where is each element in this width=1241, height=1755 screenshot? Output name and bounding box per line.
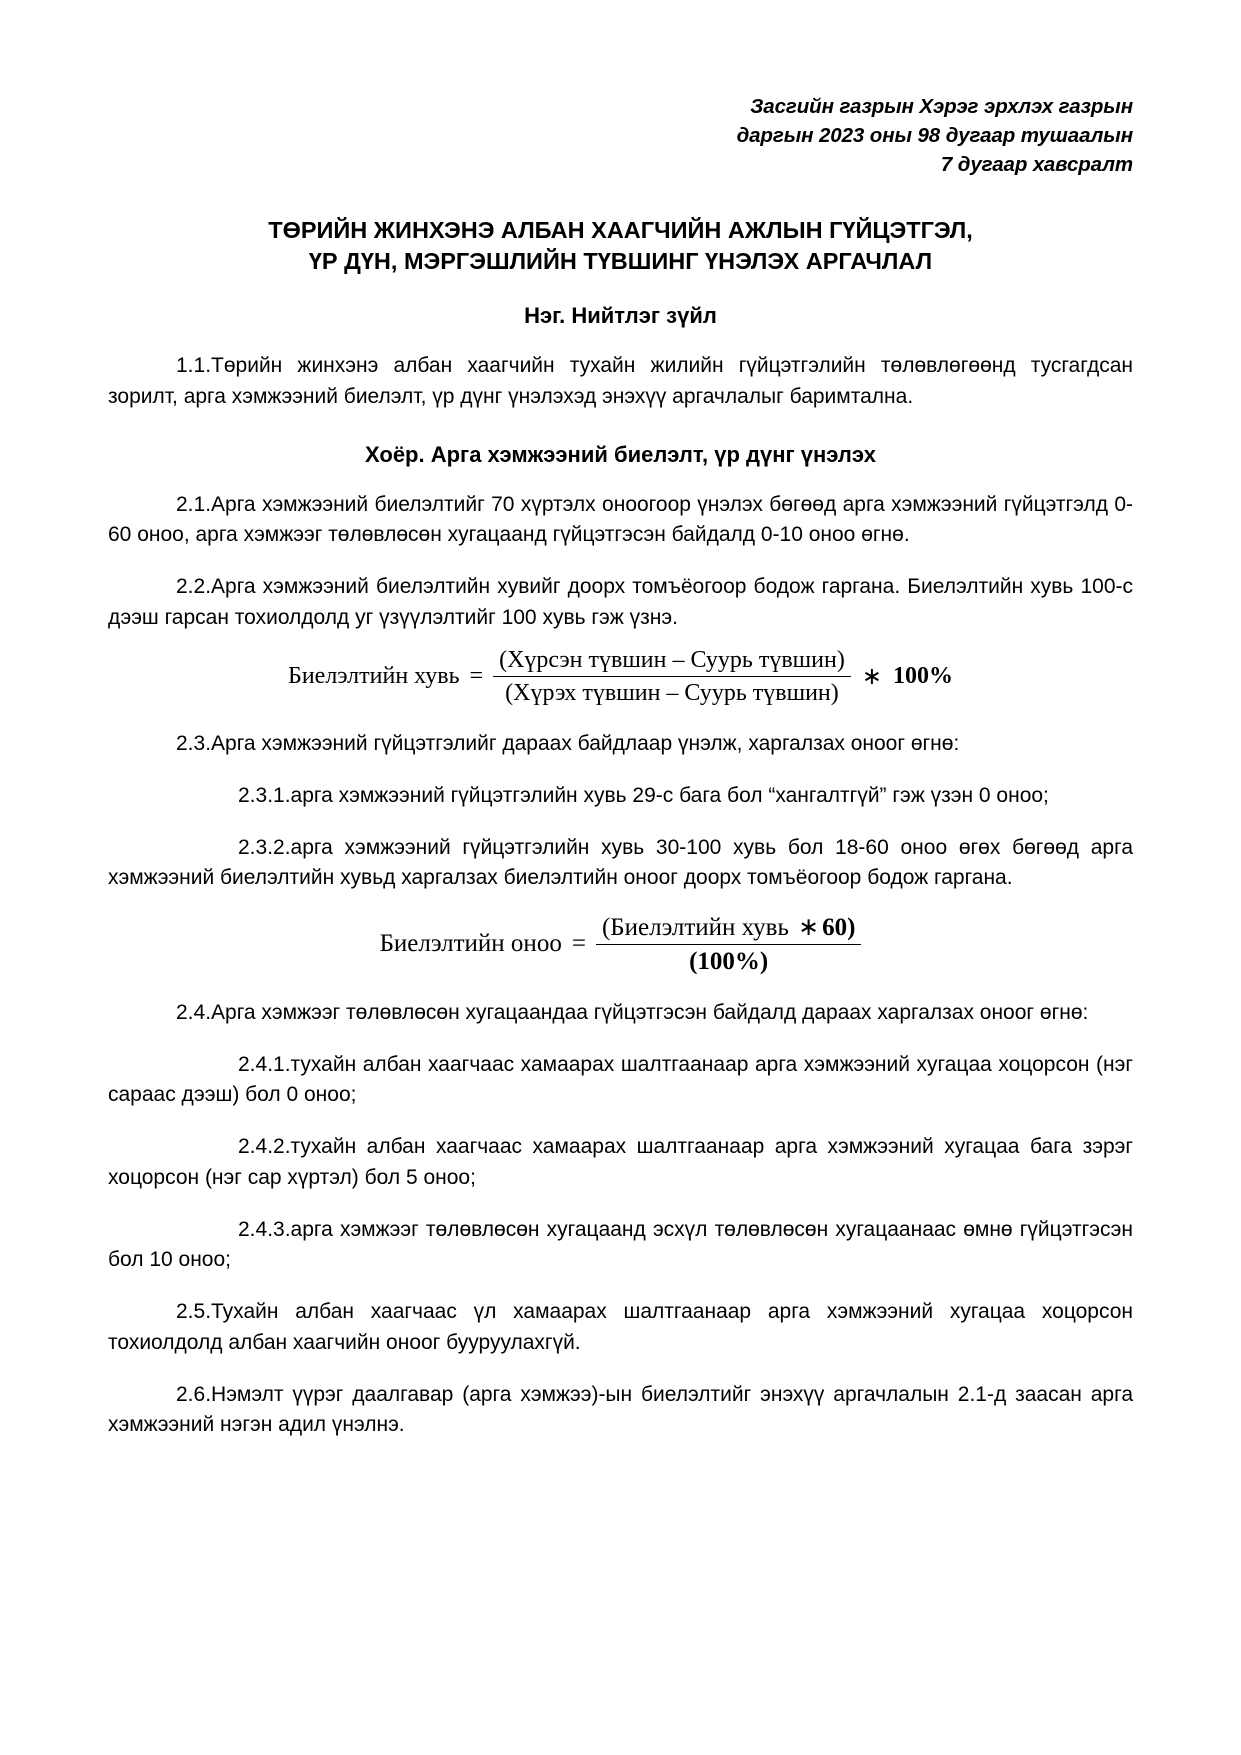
paragraph-2-6: 2.6.Нэмэлт үүрэг даалгавар (арга хэмжээ)-ын биелэлтийг энэхүү аргачлалын 2.1-д заасан арга хэмжээний нэгэн адил үнэлнэ. [108, 1382, 1133, 1437]
page-title [108, 215, 1133, 277]
document-header [108, 92, 1133, 179]
paragraph-2-3-1: 2.3.1.арга хэмжээний гүйцэтгэлийн хувь 29-с бага бол “хангалтгүй” гэж үзэн 0 оноо; [238, 784, 1049, 807]
paragraph-2-4-1: 2.4.1.тухайн албан хаагчаас хамаарах шалтгаанаар арга хэмжээний хугацаа хоцорсон (нэг сараас дээш) бол 0 оноо; [108, 1052, 1133, 1107]
section-heading-two: Хоёр. Арга хэмжээний биелэлт, үр дүнг үнэлэх [365, 441, 876, 467]
paragraph-2-2: 2.2.Арга хэмжээний биелэлтийн хувийг доорх томъёогоор бодож гаргана. Биелэлтийн хувь 100-с дээш гарсан тохиолдолд уг үзүүлэлтийг 100 хувь гэж үзнэ. [108, 575, 1133, 629]
formula1-tail: 100% [892, 663, 953, 690]
paragraph-2-3-2: 2.3.2.арга хэмжээний гүйцэтгэлийн хувь 30-100 хувь бол 18-60 оноо өгөх бөгөөд арга хэмжээний биелэлтийн хувьд харгалзах биелэлтийн оноог доорх томъёогоор бодож гаргана. [108, 836, 1133, 890]
formula2-lhs: Биелэлтийн оноо [379, 929, 562, 957]
formula2-numerator-value: 60) [822, 913, 856, 941]
formula2-numerator-operator: ∗ [798, 913, 820, 941]
title-line-1: ТӨРИЙН ЖИНХЭНЭ АЛБАН ХААГЧИЙН АЖЛЫН ГҮЙЦЭТГЭЛ, [268, 217, 973, 244]
paragraph-2-3: 2.3.Арга хэмжээний гүйцэтгэлийг дараах байдлаар үнэлж, харгалзах оноог өгнө: [176, 731, 960, 755]
section-heading-one: Нэг. Нийтлэг зүйл [524, 303, 717, 329]
header-line-1: Засгийн газрын Хэрэг эрхлэх газрын [750, 95, 1133, 118]
paragraph-2-4: 2.4.Арга хэмжээг төлөвлөсөн хугацаандаа гүйцэтгэсэн байдалд дараах харгалзах оноог өгнө: [176, 1000, 1089, 1024]
title-line-2: ҮР ДҮН, МЭРГЭШЛИЙН ТҮВШИНГ ҮНЭЛЭХ АРГАЧЛАЛ [308, 248, 933, 275]
paragraph-2-4-2: 2.4.2.тухайн албан хаагчаас хамаарах шалтгаанаар арга хэмжээний хугацаа бага зэрэг хоцорсон (нэг сар хүртэл) бол 5 оноо; [108, 1135, 1133, 1189]
formula1-lhs: Биелэлтийн хувь [288, 663, 460, 690]
formula-biyelelt-onoo [108, 912, 1133, 976]
paragraph-2-4-3: 2.4.3.арга хэмжээг төлөвлөсөн хугацаанд эсхүл төлөвлөсөн хугацаанаас өмнө гүйцэтгэсэн бол 10 оноо; [108, 1217, 1133, 1272]
paragraph-2-5: 2.5.Тухайн албан хаагчаас үл хамаарах шалтгаанаар арга хэмжээний хугацаа хоцорсон тохиолдолд албан хаагчийн оноог бууруулахгүй. [108, 1300, 1133, 1354]
formula2-denominator: (100%) [596, 944, 861, 976]
paragraph-1-1: 1.1.Төрийн жинхэнэ албан хаагчийн тухайн жилийн гүйцэтгэлийн төлөвлөгөөнд тусгагдсан зорилт, арга хэмжээний биелэлт, үр дүнг үнэлэхэд энэхүү аргачлалыг баримтална. [108, 354, 1133, 408]
formula1-numerator: (Хүрсэн түвшин – Суурь түвшин) [499, 646, 845, 673]
formula1-equals: = [469, 663, 484, 690]
header-line-2: даргын 2023 оны 98 дугаар тушаалын [736, 124, 1133, 148]
formula2-equals: = [571, 929, 586, 957]
formula2-numerator [596, 912, 861, 944]
formula-biyelelt-huv [108, 647, 1133, 707]
formula1-fraction [493, 647, 851, 707]
formula2-fraction [596, 912, 861, 976]
formula1-denominator: (Хүрэх түвшин – Суурь түвшин) [493, 676, 851, 707]
formula2-numerator-pre: (Биелэлтийн хувь [601, 913, 796, 941]
header-line-3: 7 дугаар хавсралт [940, 153, 1133, 177]
formula1-operator: ∗ [861, 664, 882, 691]
paragraph-2-1: 2.1.Арга хэмжээний биелэлтийг 70 хүртэлх оноогоор үнэлэх бөгөөд арга хэмжээний гүйцэтгэлд 0-60 оноо, арга хэмжээг төлөвлөсөн хугацаанд гүйцэтгэсэн байдалд 0-10 оноо өгнө. [108, 492, 1133, 547]
